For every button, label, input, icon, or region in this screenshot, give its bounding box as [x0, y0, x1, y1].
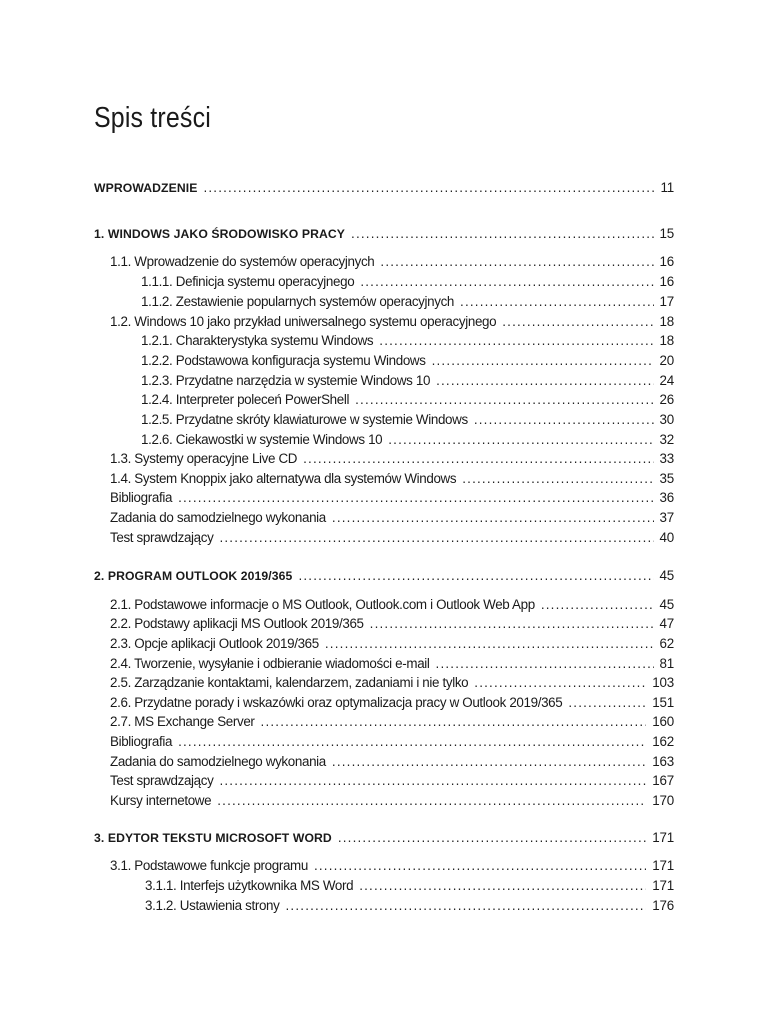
toc-entry[interactable] [145, 876, 674, 896]
toc-entry-text: 3.1.2. Ustawienia strony [145, 898, 280, 913]
toc-entry[interactable] [110, 488, 674, 508]
toc-entry-page: 16 [659, 254, 674, 269]
toc-entry[interactable] [141, 410, 674, 430]
leader-dots [325, 634, 654, 654]
toc-entry[interactable] [94, 178, 674, 198]
toc-entry-page: 45 [659, 597, 674, 612]
toc-entry[interactable] [141, 390, 674, 410]
toc-entry-text: 1.2.4. Interpreter poleceń PowerShell [141, 392, 350, 407]
toc-entry-page: 45 [659, 568, 674, 583]
toc-entry[interactable] [141, 292, 674, 312]
toc-entry-page: 176 [652, 898, 674, 913]
toc-entry-text: 3. EDYTOR TEKSTU MICROSOFT WORD [94, 831, 332, 845]
leader-dots [436, 654, 654, 674]
toc-entry-page: 103 [652, 675, 674, 690]
leader-dots [219, 771, 646, 791]
toc-entry-text: 2.6. Przydatne porady i wskazówki oraz optymalizacja pracy w Outlook 2019/365 [110, 695, 563, 710]
toc-entry-text: 2.2. Podstawy aplikacji MS Outlook 2019/365 [110, 616, 364, 631]
toc-entry-page: 37 [659, 510, 674, 525]
toc-entry[interactable] [110, 528, 674, 548]
leader-dots [370, 614, 654, 634]
leader-dots [261, 712, 647, 732]
leader-dots [332, 508, 654, 528]
toc-entry[interactable] [110, 252, 674, 272]
toc-entry[interactable] [110, 712, 674, 732]
leader-dots [380, 252, 653, 272]
toc-entry-text: Test sprawdzający [110, 773, 214, 788]
leader-dots [351, 224, 653, 244]
leader-dots [286, 896, 647, 916]
toc-entry-text: 3.1.1. Interfejs użytkownika MS Word [145, 878, 354, 893]
toc-entry-page: 36 [659, 490, 674, 505]
leader-dots [178, 488, 653, 508]
toc-entry-page: 160 [652, 714, 674, 729]
toc-entry[interactable] [94, 828, 674, 848]
toc-entry[interactable] [110, 693, 674, 713]
leader-dots [462, 469, 653, 489]
toc-entry-text: 2.4. Tworzenie, wysyłanie i odbieranie wiadomości e-mail [110, 656, 430, 671]
toc-entry[interactable] [110, 469, 674, 489]
leader-dots [217, 791, 646, 811]
toc-entry-text: 1.2.6. Ciekawostki w systemie Windows 10 [141, 432, 383, 447]
leader-dots [541, 595, 654, 615]
toc-entry-page: 162 [652, 734, 674, 749]
toc-entry-text: 2.5. Zarządzanie kontaktami, kalendarzem, zadaniami i nie tylko [110, 675, 469, 690]
leader-dots [355, 390, 653, 410]
toc-entry[interactable] [110, 508, 674, 528]
leader-dots [303, 449, 653, 469]
toc-entry[interactable] [110, 856, 674, 876]
leader-dots [388, 430, 653, 450]
leader-dots [314, 856, 646, 876]
leader-dots [359, 876, 646, 896]
leader-dots [203, 178, 654, 198]
toc-entry-page: 163 [652, 754, 674, 769]
toc-entry[interactable] [141, 430, 674, 450]
toc-entry[interactable] [141, 351, 674, 371]
leader-dots [338, 828, 646, 848]
leader-dots [568, 693, 646, 713]
leader-dots [298, 566, 653, 586]
toc-entry-page: 62 [659, 636, 674, 651]
leader-dots [460, 292, 653, 312]
toc-entry-text: Kursy internetowe [110, 793, 212, 808]
toc-entry-text: 3.1. Podstawowe funkcje programu [110, 858, 308, 873]
toc-entry-page: 15 [659, 226, 674, 241]
toc-entry-text: 1.2.5. Przydatne skróty klawiaturowe w systemie Windows [141, 412, 468, 427]
leader-dots [502, 312, 653, 332]
leader-dots [474, 410, 654, 430]
toc-entry-page: 30 [659, 412, 674, 427]
toc-entry-page: 151 [652, 695, 674, 710]
toc-entry-text: 1.1.1. Definicja systemu operacyjnego [141, 274, 355, 289]
toc-entry-page: 35 [659, 471, 674, 486]
leader-dots [219, 528, 653, 548]
toc-entry[interactable] [145, 896, 674, 916]
toc-entry-text: 1.2.2. Podstawowa konfiguracja systemu Windows [141, 353, 426, 368]
toc-entry-text: 1.4. System Knoppix jako alternatywa dla systemów Windows [110, 471, 457, 486]
toc-entry[interactable] [110, 791, 674, 811]
toc-entry-text: Zadania do samodzielnego wykonania [110, 510, 326, 525]
toc-entry-text: 1.1. Wprowadzenie do systemów operacyjnych [110, 254, 375, 269]
toc-entry[interactable] [94, 224, 674, 244]
toc-entry-page: 171 [652, 858, 674, 873]
toc-entry-text: 2.7. MS Exchange Server [110, 714, 255, 729]
toc-entry-page: 17 [659, 294, 674, 309]
page-title: Spis treści [94, 102, 211, 134]
toc-entry-page: 32 [659, 432, 674, 447]
toc-entry-text: 1.3. Systemy operacyjne Live CD [110, 451, 298, 466]
toc-entry-text: 1.2.3. Przydatne narzędzia w systemie Windows 10 [141, 373, 431, 388]
toc-entry[interactable] [110, 634, 674, 654]
toc-entry-page: 47 [659, 616, 674, 631]
toc-entry-page: 171 [652, 830, 674, 845]
toc-entry[interactable] [141, 371, 674, 391]
toc-entry-page: 20 [659, 353, 674, 368]
toc-entry-text: 1.2. Windows 10 jako przykład uniwersalnego systemu operacyjnego [110, 314, 497, 329]
toc-entry-page: 40 [659, 530, 674, 545]
leader-dots [178, 732, 646, 752]
toc-entry[interactable] [141, 272, 674, 292]
toc-entry-text: 2.3. Opcje aplikacji Outlook 2019/365 [110, 636, 319, 651]
leader-dots [436, 371, 653, 391]
toc-entry[interactable] [110, 771, 674, 791]
leader-dots [360, 272, 653, 292]
toc-entry[interactable] [110, 732, 674, 752]
toc-entry-text: Bibliografia [110, 490, 173, 505]
toc-entry-page: 18 [659, 333, 674, 348]
toc-entry-text: 2. PROGRAM OUTLOOK 2019/365 [94, 569, 293, 583]
toc-entry-text: WPROWADZENIE [94, 181, 198, 195]
toc-entry[interactable] [110, 654, 674, 674]
toc-entry-page: 171 [652, 878, 674, 893]
toc-entry-text: 1.1.2. Zestawienie popularnych systemów operacyjnych [141, 294, 455, 309]
toc-entry-page: 81 [659, 656, 674, 671]
toc-entry-text: Zadania do samodzielnego wykonania [110, 754, 326, 769]
toc-entry-page: 33 [659, 451, 674, 466]
toc-entry-page: 26 [659, 392, 674, 407]
toc-entry[interactable] [110, 449, 674, 469]
leader-dots [474, 673, 646, 693]
toc-entry[interactable] [110, 752, 674, 772]
toc-entry-page: 11 [660, 180, 674, 195]
leader-dots [379, 331, 653, 351]
toc-entry[interactable] [94, 566, 674, 586]
toc-entry-page: 170 [652, 793, 674, 808]
toc-entry-text: 1.2.1. Charakterystyka systemu Windows [141, 333, 374, 348]
toc-entry-text: Test sprawdzający [110, 530, 214, 545]
toc-entry[interactable] [141, 331, 674, 351]
toc-entry-text: Bibliografia [110, 734, 173, 749]
toc-entry-page: 18 [659, 314, 674, 329]
toc-entry[interactable] [110, 312, 674, 332]
toc-entry[interactable] [110, 595, 674, 615]
toc-entry-text: 1. WINDOWS JAKO ŚRODOWISKO PRACY [94, 227, 346, 241]
toc-entry[interactable] [110, 673, 674, 693]
toc-entry-page: 24 [659, 373, 674, 388]
leader-dots [332, 752, 646, 772]
toc-entry-page: 167 [652, 773, 674, 788]
toc-entry[interactable] [110, 614, 674, 634]
leader-dots [432, 351, 654, 371]
toc-entry-page: 16 [659, 274, 674, 289]
toc-entry-text: 2.1. Podstawowe informacje o MS Outlook, Outlook.com i Outlook Web App [110, 597, 535, 612]
